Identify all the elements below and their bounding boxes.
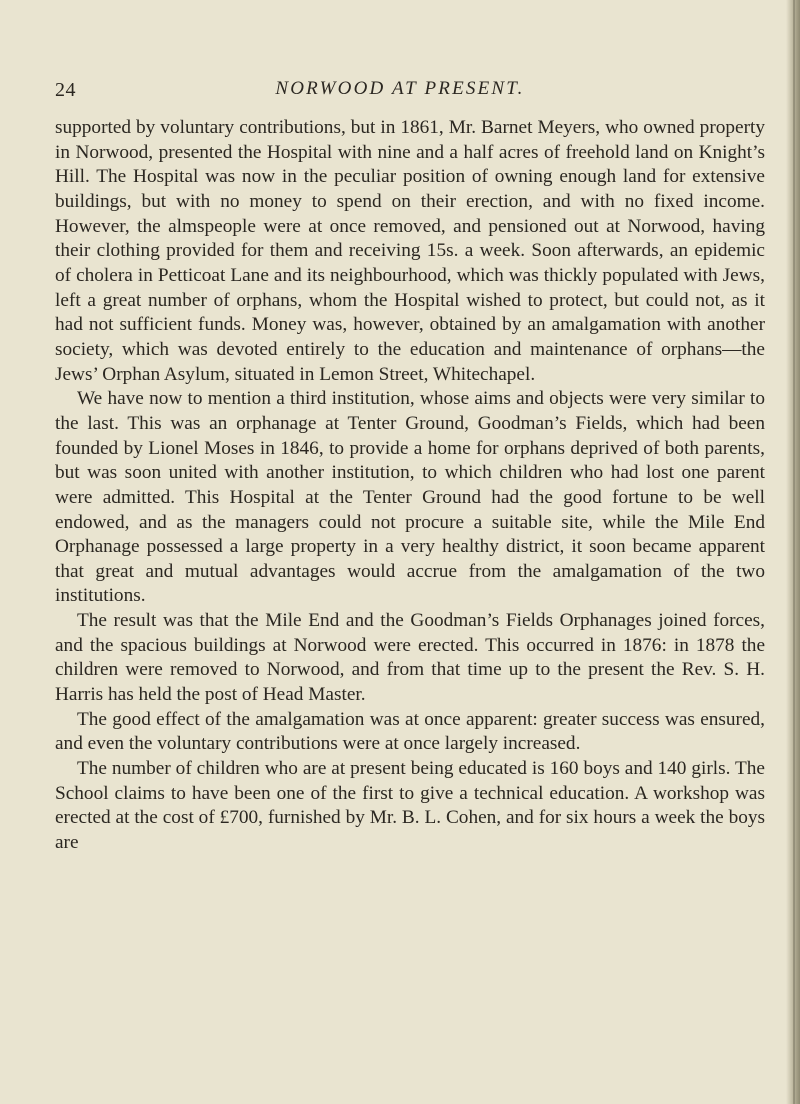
page-edge-line [793, 0, 795, 1104]
paragraph-amalgamation-effect: The good effect of the amalgamation was at once apparent: greater success was ensured, and even the voluntary contributions were at once largely increased. [55, 708, 765, 755]
body-text [55, 116, 765, 856]
paragraph-third-institution: We have now to mention a third institution, whose aims and objects were very similar to the last. This was an orphanage at Tenter Ground, Goodman’s Fields, which had been founded by Lionel Moses in 1846, to provide a home for orphans deprived of both parents, but was soon united with another institution, to which children who had lost one parent were admitted. This Hospital at the Tenter Ground had the good fortune to be well endowed, and as the managers could not procure a suitable site, while the Mile End Orphanage possessed a large property in a very healthy district, it soon became apparent that great and mutual advantages would accrue from the amalgamation of the two institutions. [55, 388, 765, 607]
paragraph-continued: supported by voluntary contributions, but in 1861, Mr. Barnet Meyers, who owned property in Norwood, presented the Hospital with nine and a half acres of freehold land on Knight’s Hill. The Hospital was now in the peculiar position of owning enough land for extensive buildings, but with no money to spend on their erection, and with no fixed income. However, the almspeople were at once removed, and pensioned out at Norwood, having their clothing provided for them and receiving 15s. a week. Soon afterwards, an epidemic of cholera in Petticoat Lane and its neighbourhood, which was thickly populated with Jews, left a great number of orphans, whom the Hospital wished to protect, but could not, as it had not sufficient funds. Money was, however, obtained by an amalgamation with another society, which was devoted entirely to the education and maintenance of orphans—the Jews’ Orphan Asylum, situated in Lemon Street, Whitechapel. [55, 117, 765, 385]
page-number: 24 [55, 79, 76, 101]
running-title: NORWOOD AT PRESENT. [275, 78, 525, 99]
paragraph-orphanages-joined: The result was that the Mile End and the Goodman’s Fields Orphanages joined forces, and the spacious buildings at Norwood were erected. This occurred in 1876: in 1878 the children were removed to Norwood, and from that time up to the present the Rev. S. H. Harris has held the post of Head Master. [55, 610, 765, 706]
paragraph-children-count: The number of children who are at present being educated is 160 boys and 140 girls. The School claims to have been one of the first to give a technical education. A workshop was erected at the cost of £700, furnished by Mr. B. L. Cohen, and for six hours a week the boys are [55, 758, 765, 854]
